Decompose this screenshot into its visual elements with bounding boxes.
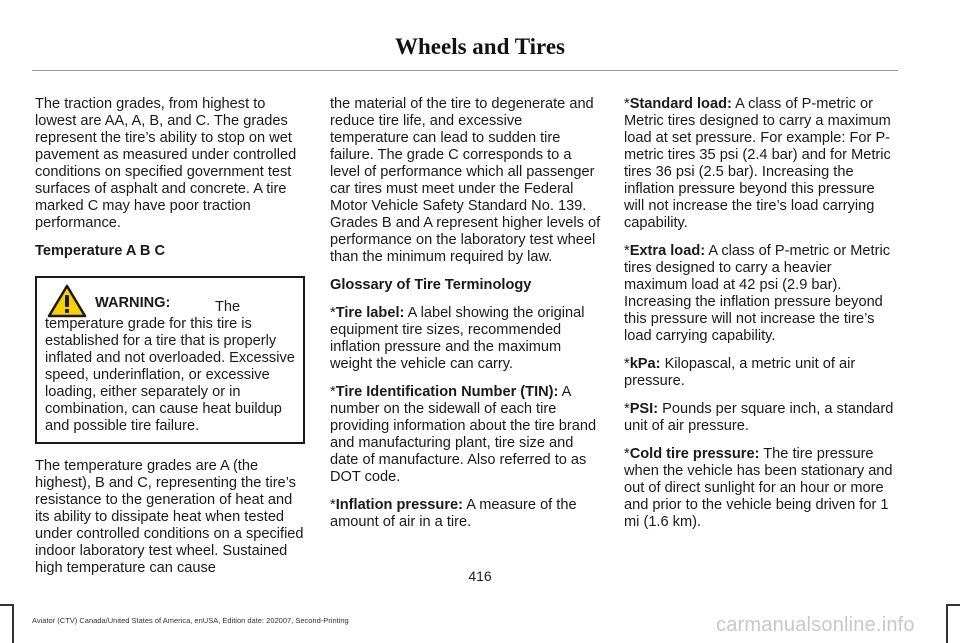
term-name: Cold tire pressure: [629,446,760,462]
glossary-entry-tin [330,384,602,486]
watermark: carmanualsonline.info [716,614,915,636]
glossary-entry-psi [624,401,896,435]
warning-box [35,276,305,444]
term-definition: A label showing the original equipment tire sizes, recommended inflation pressure and the maximum weight the vehicle can carry. [330,305,585,372]
glossary-entry-inflation-pressure [330,497,602,531]
term-name: Inflation pressure: [335,497,463,513]
term-definition: A class of P-metric or Metric tires designed to carry a heavier maximum load at 42 psi (2.9 bar). Increasing the inflation pressure beyond this pressure will not increase the tire’s load carrying capability. [624,243,891,344]
glossary-heading: Glossary of Tire Terminology [330,277,532,293]
traction-paragraph: The traction grades, from highest to lowest are AA, A, B, and C. The grades represent the tire’s ability to stop on wet pavement as measured under controlled conditions on specified government test surfaces of asphalt and concrete. A tire marked C may have poor traction performance. [35,96,297,231]
crop-mark-right-vertical [946,604,948,643]
term-star: * [330,497,336,513]
term-definition: The tire pressure when the vehicle has been stationary and out of direct sunlight for an hour or more and prior to the vehicle being driven for 1 mi (1.6 km). [624,446,893,530]
term-star: * [624,401,630,417]
crop-mark-left-horizontal [0,604,14,606]
warning-text: The temperature grade for this tire is established for a tire that is properly inflated and not overloaded. Excessive speed, underinflation, or excessive loading, either separately or in combination, can cause heat buildup and possible tire failure. [45,299,295,434]
temperature-heading: Temperature A B C [35,243,166,259]
term-name: Tire label: [335,305,405,321]
glossary-entry-extra-load [624,243,896,345]
term-definition: A measure of the amount of air in a tire. [330,497,577,530]
page-title: Wheels and Tires [395,34,565,59]
warning-label: WARNING: [95,295,171,311]
term-name: Standard load: [629,96,732,112]
column-1 [35,96,305,588]
page-number: 416 [468,568,492,584]
term-definition: Pounds per square inch, a standard unit of air pressure. [624,401,894,434]
term-star: * [624,96,630,112]
term-star: * [330,305,336,321]
glossary-entry-kpa [624,356,896,390]
column-3 [624,96,896,542]
column-2 [330,96,602,542]
temperature-continued-paragraph: the material of the tire to degenerate and reduce tire life, and excessive temperature can lead to sudden tire failure. The grade C corresponds to a level of performance which all passenger car tires must meet under the Federal Motor Vehicle Safety Standard No. 139. Grades B and A represent higher levels of performance on the laboratory test wheel than the minimum required by law. [330,96,601,265]
term-star: * [624,356,630,372]
term-name: kPa: [629,356,661,372]
crop-mark-left-vertical [12,604,14,643]
term-star: * [624,446,630,462]
term-definition: A class of P-metric or Metric tires designed to carry a maximum load at set pressure. For example: For P-metric tires 35 psi (2.4 bar) and for Metric tires 36 psi (2.5 bar). Increasing the inflation pressure beyond this pressure will not increase the tire’s load carrying capability. [624,96,891,231]
term-definition: A number on the sidewall of each tire providing information about the tire brand and manufacturing plant, tire size and date of manufacture. Also referred to as DOT code. [330,384,597,485]
term-definition: Kilopascal, a metric unit of air pressure. [624,356,856,389]
term-name: PSI: [629,401,659,417]
term-name: Extra load: [629,243,706,259]
temperature-paragraph: The temperature grades are A (the highest), B and C, representing the tire’s resistance to the generation of heat and its ability to dissipate heat when tested under controlled conditions on a specified indoor laboratory test wheel. Sustained high temperature can cause [35,458,304,576]
footer-edition-text: Aviator (CTV) Canada/United States of America, enUSA, Edition date: 202007, Second-Printing [32,616,349,625]
glossary-entry-tire-label [330,305,602,373]
term-star: * [330,384,336,400]
crop-mark-right-horizontal [946,604,960,606]
header-divider [32,70,898,71]
glossary-entry-cold-tire-pressure [624,446,896,531]
term-name: Tire Identification Number (TIN): [335,384,559,400]
glossary-entry-standard-load [624,96,896,232]
warning-triangle-icon [47,284,87,318]
term-star: * [624,243,630,259]
